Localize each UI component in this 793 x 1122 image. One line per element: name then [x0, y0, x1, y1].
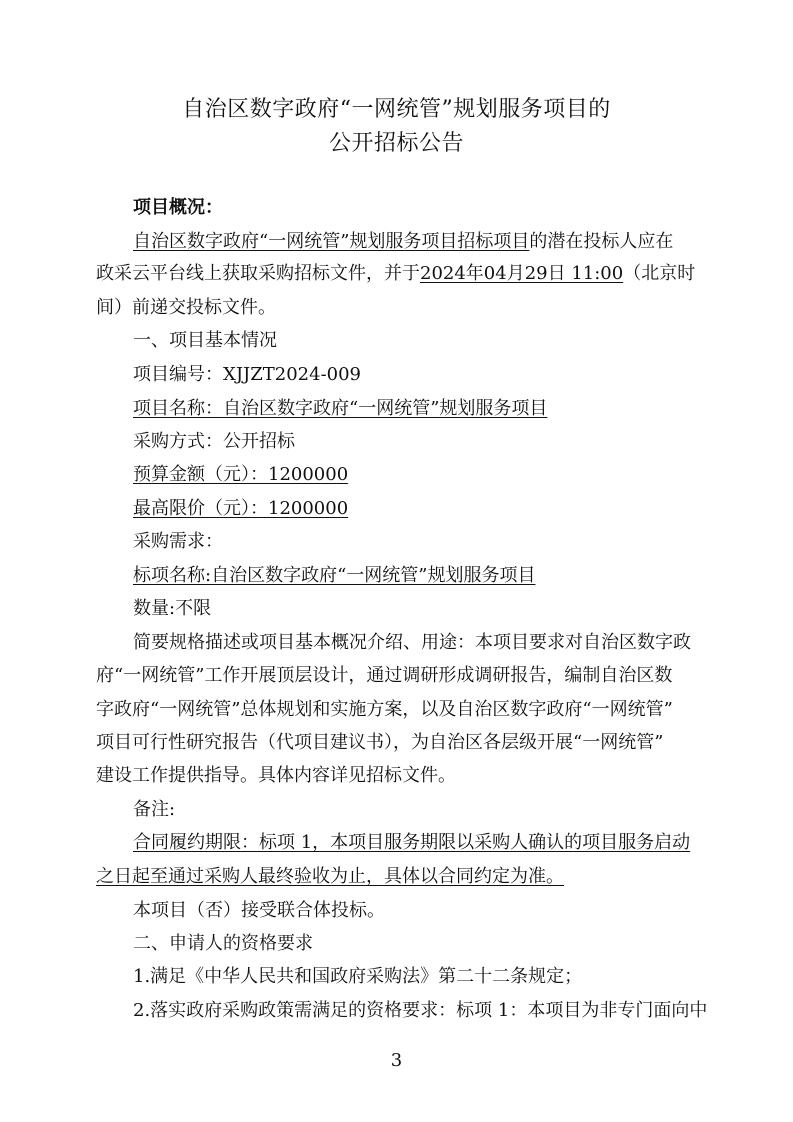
- max-price: 最高限价（元）：1200000: [133, 498, 349, 519]
- section-2-heading: 二、申请人的资格要求: [133, 933, 313, 954]
- overview-project-link: 自治区数字政府“一网统管”规划服务项目招标项目: [133, 231, 530, 252]
- lot-name: 标项名称:自治区数字政府“一网统管”规划服务项目: [133, 565, 536, 586]
- consortium-statement: 本项目（否）接受联合体投标。: [133, 900, 385, 921]
- description-line-1: 简要规格描述或项目基本概况介绍、用途：本项目要求对自治区数字政: [133, 632, 691, 653]
- quantity: 数量:不限: [133, 598, 212, 619]
- budget-amount: 预算金额（元）：1200000: [133, 464, 349, 485]
- description-line-5: 建设工作提供指导。具体内容详见招标文件。: [96, 765, 456, 786]
- page-number: 3: [390, 1050, 403, 1071]
- section-1-heading: 一、项目基本情况: [133, 330, 277, 351]
- project-name: 项目名称：自治区数字政府“一网统管”规划服务项目: [133, 398, 548, 419]
- overview-line-1: [133, 230, 673, 254]
- requirement-1: 1.满足《中华人民共和国政府采购法》第二十二条规定；: [133, 966, 583, 987]
- project-number: 项目编号：XJJZT2024-009: [133, 364, 362, 385]
- overview-line-2-start: 政采云平台线上获取采购招标文件，并于: [96, 263, 420, 284]
- requirements-label: 采购需求：: [133, 531, 223, 552]
- requirement-2: 2.落实政府采购政策需满足的资格要求：标项 1：本项目为非专门面向中: [133, 1000, 708, 1021]
- description-line-3: 字政府“一网统管”总体规划和实施方案，以及自治区数字政府“一网统管”: [96, 699, 673, 720]
- description-line-2: 府“一网统管”工作开展顶层设计，通过调研形成调研报告，编制自治区数: [96, 665, 673, 686]
- overview-line-2-end: （北京时: [623, 263, 696, 284]
- remarks-label: 备注:: [133, 799, 176, 820]
- document-title-line-1: 自治区数字政府“一网统管”规划服务项目的: [182, 97, 611, 122]
- deadline-date: 2024年04月29日 11:00: [420, 263, 624, 284]
- overview-line-2: [96, 262, 695, 286]
- description-line-4: 项目可行性研究报告（代项目建议书），为自治区各层级开展“一网统管”: [96, 732, 664, 753]
- overview-line-3: 间）前递交投标文件。: [96, 297, 276, 318]
- overview-line-1-rest: 的潜在投标人应在: [529, 231, 674, 252]
- overview-heading: 项目概况：: [133, 197, 223, 218]
- contract-term-line-2: 之日起至通过采购人最终验收为止，具体以合同约定为准。: [96, 866, 564, 887]
- contract-term-line-1: 合同履约期限：标项 1，本项目服务期限以采购人确认的项目服务启动: [133, 832, 691, 853]
- procurement-method: 采购方式：公开招标: [133, 431, 295, 452]
- document-title-line-2: 公开招标公告: [328, 131, 464, 156]
